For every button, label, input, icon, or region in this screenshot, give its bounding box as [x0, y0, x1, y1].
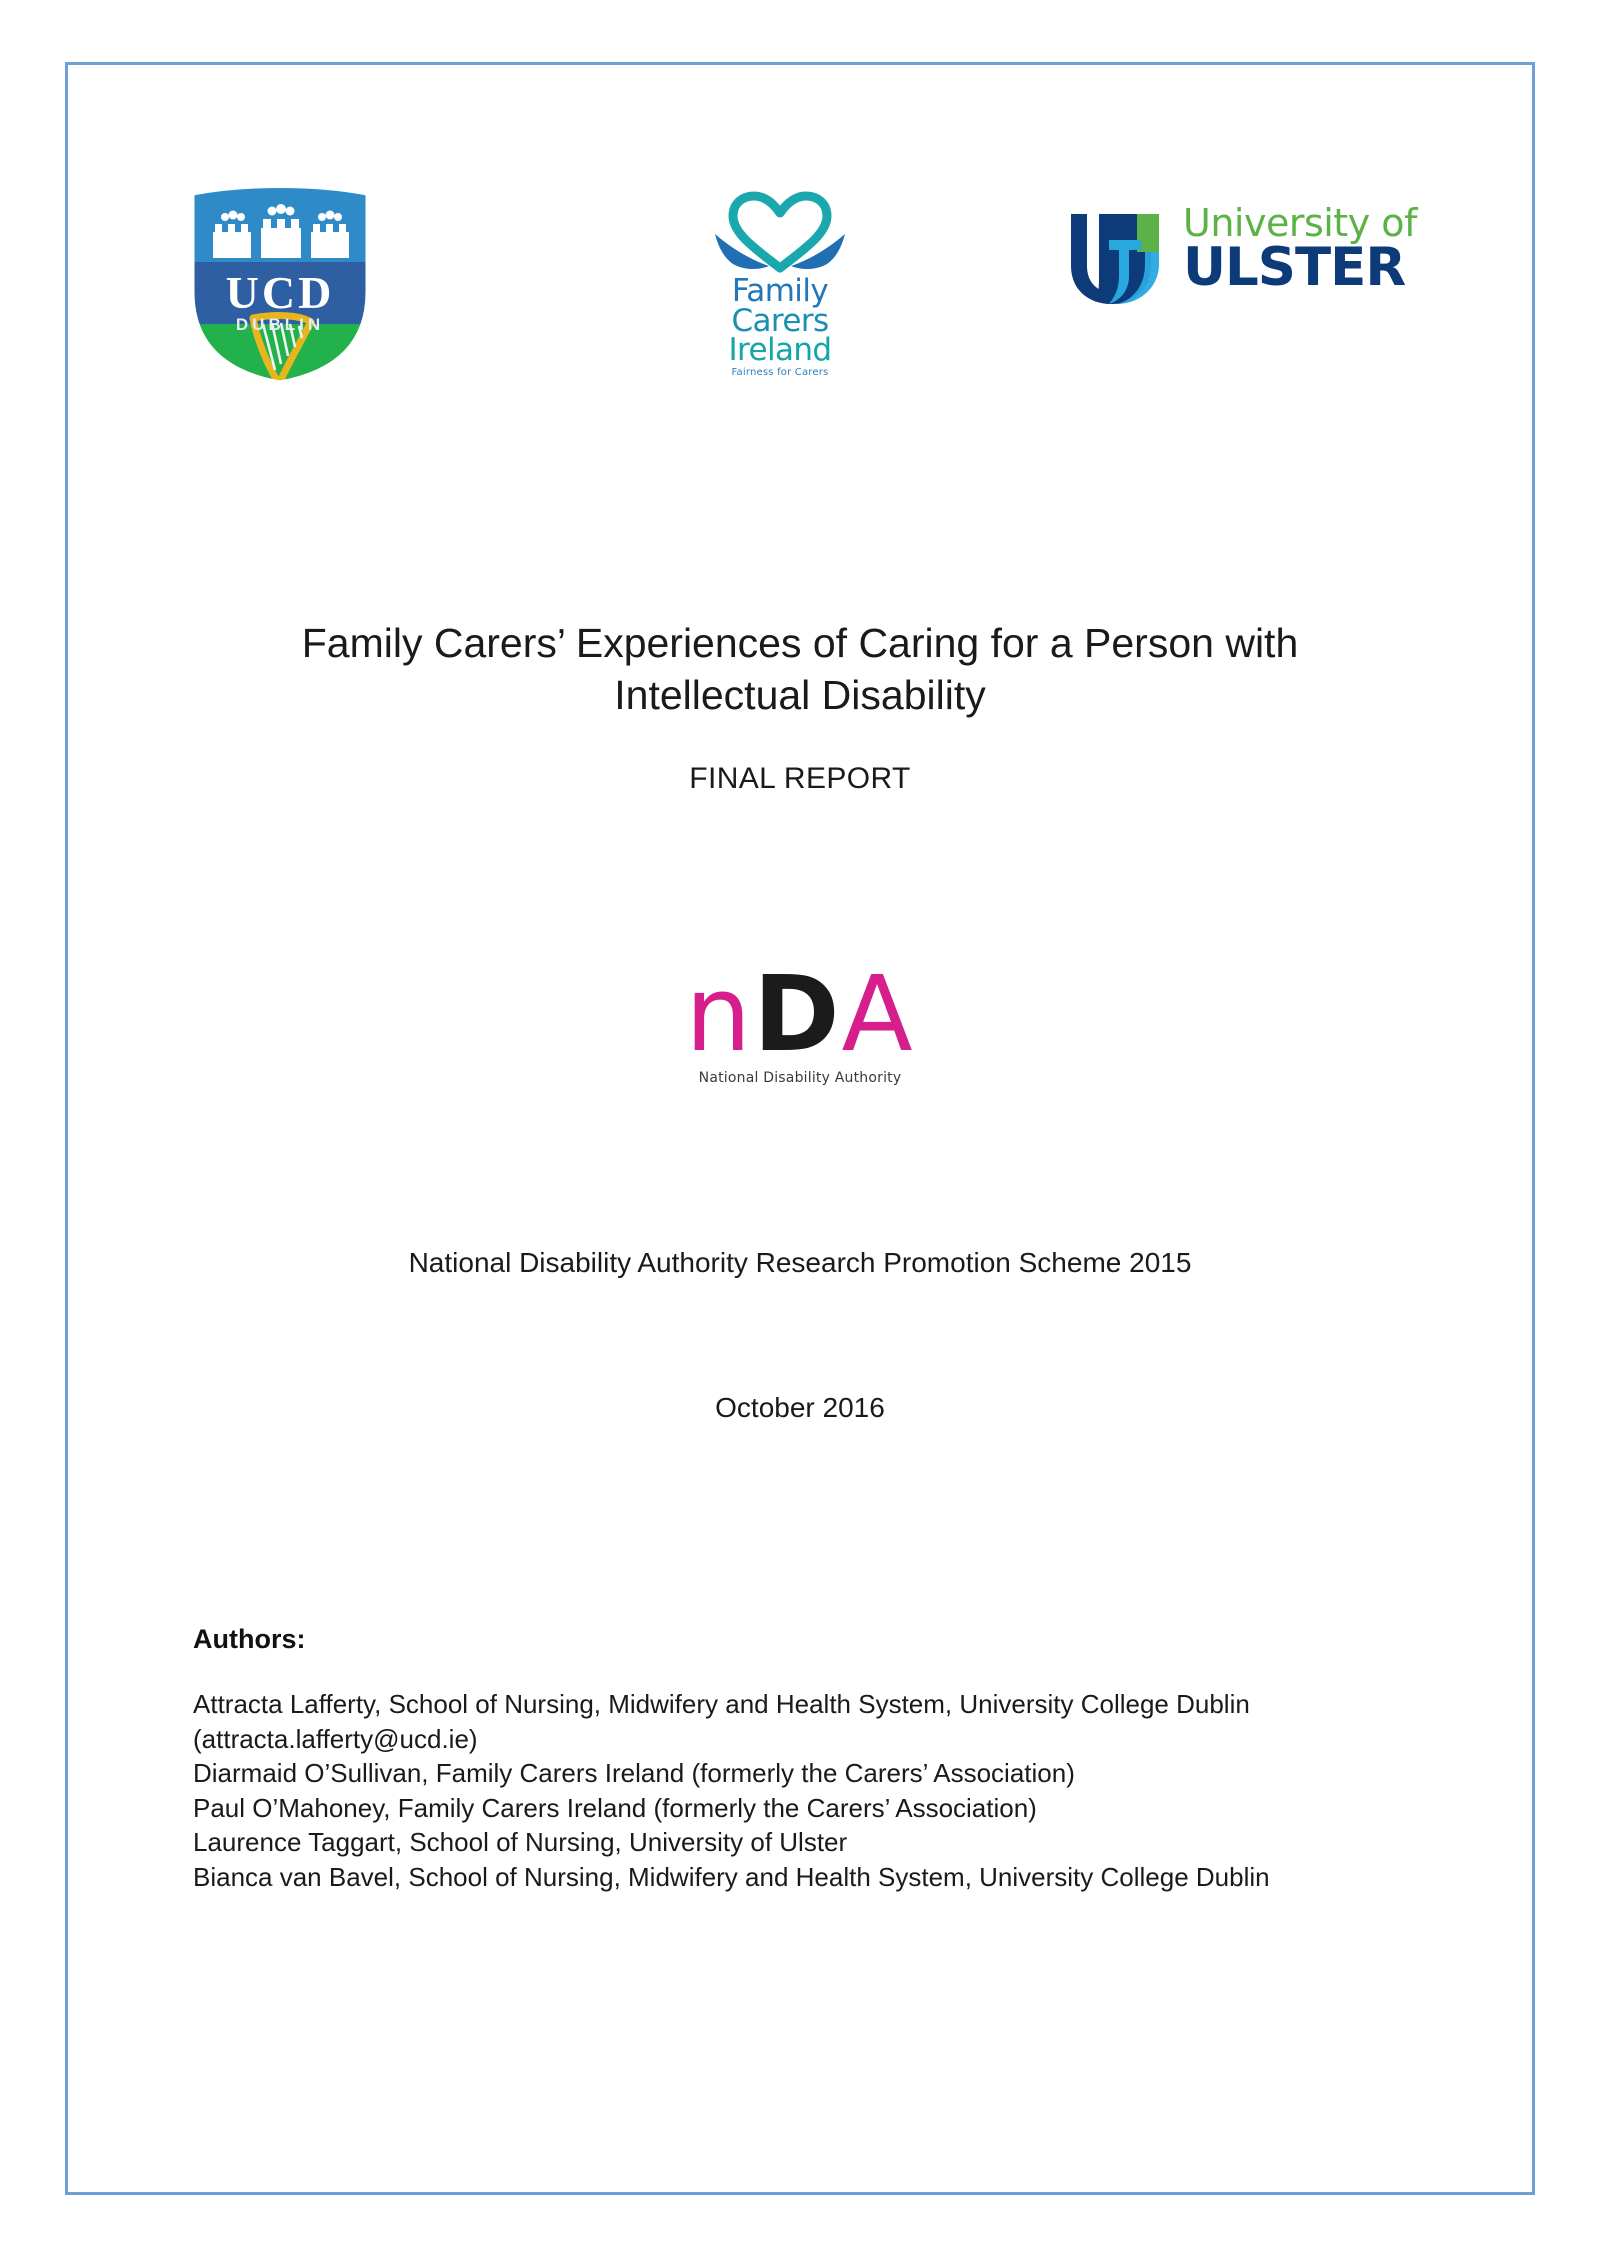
authors-list — [193, 1687, 1433, 1894]
logo-row — [65, 62, 1535, 392]
ucd-dublin-logo — [185, 184, 375, 384]
title-line-2: Intellectual Disability — [614, 672, 986, 719]
authors-heading: Authors: — [193, 1624, 306, 1654]
research-scheme-line: National Disability Authority Research Promotion Scheme 2015 — [408, 1247, 1192, 1278]
ulster-wordmark — [1183, 201, 1465, 298]
university-of-ulster-logo — [1065, 201, 1465, 314]
fci-line-2: Carers — [731, 302, 829, 339]
heart-hands-icon — [685, 190, 875, 276]
page-subtitle: FINAL REPORT — [689, 762, 911, 795]
ulster-u-emblem-icon — [1065, 206, 1173, 310]
page-content — [65, 62, 1535, 2195]
title-line-1: Family Carers’ Experiences of Caring for a Person with — [301, 620, 1299, 666]
author-entry: Paul O’Mahoney, Family Carers Ireland (formerly the Carers’ Association) — [193, 1792, 1037, 1823]
page-title — [175, 617, 1425, 722]
svg-text:DUBLIN: DUBLIN — [235, 315, 325, 334]
author-entry: Bianca van Bavel, School of Nursing, Midwifery and Health System, University College Dublin — [193, 1861, 1270, 1892]
nda-letter-d: D — [753, 953, 842, 1075]
author-entry: Diarmaid O’Sullivan, Family Carers Ireland (formerly the Carers’ Association) — [193, 1758, 1075, 1789]
family-carers-ireland-logo — [685, 190, 875, 385]
ucd-shield-icon — [185, 184, 375, 384]
fci-line-1: Family — [731, 273, 829, 309]
nda-letters — [650, 953, 950, 1075]
ulster-line-2: ULSTER — [1183, 236, 1406, 298]
fci-line-3: Ireland — [728, 332, 832, 369]
author-entry: Laurence Taggart, School of Nursing, University of Ulster — [193, 1827, 848, 1858]
svg-text:UCD: UCD — [225, 267, 335, 318]
national-disability-authority-logo — [650, 953, 950, 1112]
nda-letter-a: A — [841, 953, 915, 1075]
nda-letter-n: n — [685, 953, 754, 1075]
ulster-line-1: University of — [1183, 201, 1417, 245]
author-entry: Attracta Lafferty, School of Nursing, Midwifery and Health System, University College Dublin (attracta.lafferty@ucd.ie) — [193, 1689, 1250, 1754]
fci-tagline: Fairness for Carers — [731, 366, 829, 378]
nda-caption: National Disability Authority — [698, 1070, 902, 1086]
publication-date: October 2016 — [715, 1392, 885, 1423]
